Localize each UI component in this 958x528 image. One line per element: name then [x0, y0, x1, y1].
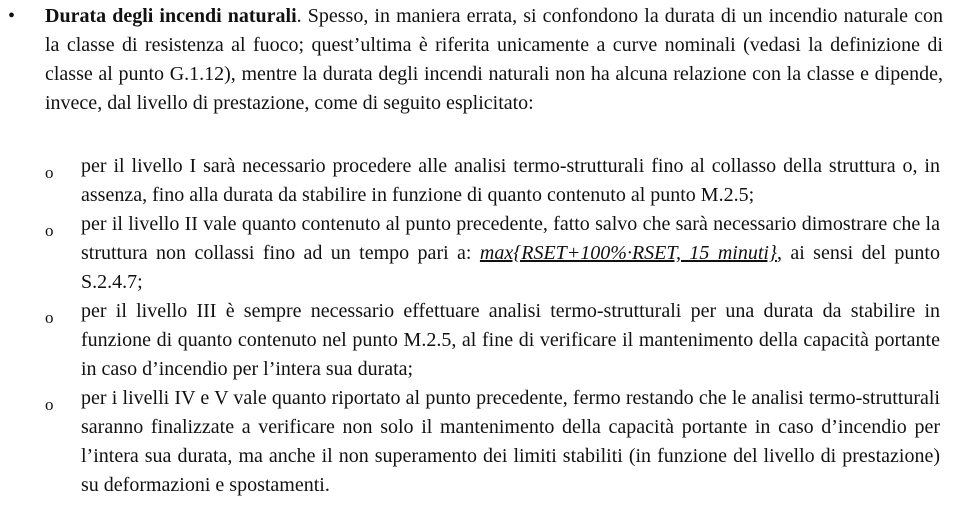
sub-item-text: per il livello III è sempre necessario effettuare analisi termo-strutturali per una durata da stabilire in funzione di quanto contenuto nel punto M.2.5, al fine di verificare il mantenimento della capacità portante in caso d’incendio per l’intera sua durata;: [81, 300, 940, 380]
sub-item-livello-1: [0, 152, 958, 210]
sub-item-text: [81, 210, 940, 297]
sub-bullet: o: [45, 308, 54, 327]
sub-item-text: per i livelli IV e V vale quanto riportato al punto precedente, fermo restando che le analisi termo-strutturali saranno finalizzate a verificare non solo il mantenimento della capacità portante in caso d’incendio per l’intera sua durata, ma anche il non superamento dei limiti stabiliti (in funzione del livello di prestazione) su deformazioni e spostamenti.: [81, 387, 940, 496]
sub-bullet: o: [45, 163, 54, 182]
item-body: Spesso, in maniera errata, si confondono la durata di un incendio naturale con la classe di resistenza al fuoco; quest’ultima è riferita unicamente a curve nominali (vedasi la definizione di classe al punto G.1.12), mentre la durata degli incendi naturali non ha alcuna relazione con la classe e dipende, invece, dal livello di prestazione, come di seguito esplicitato:: [45, 5, 943, 114]
bullet-dot: •: [8, 5, 16, 27]
sub-list: [0, 152, 958, 500]
sub-item-livelli-4-5: [0, 384, 958, 500]
sub-item-text-after: , ai sensi del punto S.2.4.7;: [81, 242, 940, 293]
sub-item-livello-3: [0, 297, 958, 384]
item-title-punct: .: [296, 5, 302, 27]
item-title: Durata degli incendi naturali: [45, 5, 297, 27]
main-paragraph: [45, 2, 943, 118]
sub-item-livello-2: [0, 210, 958, 297]
sub-bullet: o: [45, 221, 54, 240]
sub-bullet: o: [45, 395, 54, 414]
formula-max-rset: max{RSET+100%·RSET, 15 minuti}: [479, 242, 777, 264]
sub-item-text-before: per il livello II vale quanto contenuto al punto precedente, fatto salvo che sarà necessario dimostrare che la struttura non collassi fino ad un tempo pari a:: [81, 213, 940, 264]
sub-item-text: per il livello I sarà necessario procedere alle analisi termo-strutturali fino al collasso della struttura o, in assenza, fino alla durata da stabilire in funzione di quanto contenuto al punto M.2.5;: [81, 155, 940, 206]
